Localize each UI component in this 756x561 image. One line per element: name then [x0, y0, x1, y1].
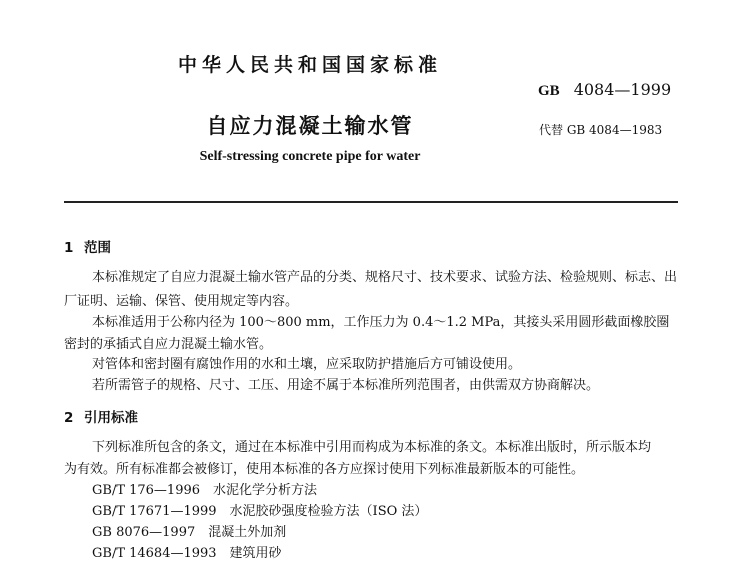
section-title: 引用标准 — [84, 410, 138, 426]
paragraph-line: 若所需管子的规格、尺寸、工压、用途不属于本标准所列范围者，由供需双方协商解决。 — [92, 378, 600, 393]
reference-item: GB 8076—1997 混凝土外加剂 — [92, 525, 287, 540]
document-title-cn: 自应力混凝土输水管 — [206, 114, 414, 138]
paragraph-line: 下列标准所包含的条文，通过在本标准中引用而构成为本标准的条文。本标准出版时，所示版本均 — [92, 440, 652, 455]
paragraph-line: 本标准适用于公称内径为 100～800 mm，工作压力为 0.4～1.2 MPa，其接头采用圆形截面橡胶圈 — [92, 315, 670, 330]
paragraph-line: 本标准规定了自应力混凝土输水管产品的分类、规格尺寸、技术要求、试验方法、检验规则、标志、出 — [92, 270, 678, 285]
paragraph-line: 密封的承插式自应力混凝土输水管。 — [64, 337, 273, 352]
reference-item: GB/T 14684—1993 建筑用砂 — [92, 546, 282, 561]
header-divider — [64, 201, 678, 203]
section-1-heading — [64, 236, 111, 256]
paragraph-line: 厂证明、运输、保管、使用规定等内容。 — [64, 294, 299, 309]
replaces-standard: 代替 GB 4084—1983 — [539, 123, 663, 137]
standard-code — [538, 80, 671, 100]
standard-code-number: 4084—1999 — [573, 80, 672, 99]
paragraph-line: 对管体和密封圈有腐蚀作用的水和土壤，应采取防护措施后方可铺设使用。 — [92, 357, 522, 372]
standard-code-prefix: GB — [538, 83, 560, 99]
document-title-en: Self-stressing concrete pipe for water — [199, 149, 421, 164]
section-2-heading — [64, 406, 138, 426]
section-title: 范围 — [84, 240, 111, 256]
reference-item: GB/T 17671—1999 水泥胶砂强度检验方法（ISO 法） — [92, 504, 428, 519]
section-number: 2 — [64, 410, 74, 426]
section-number: 1 — [64, 240, 74, 256]
reference-item: GB/T 176—1996 水泥化学分析方法 — [92, 483, 318, 498]
national-standard-heading: 中华人民共和国国家标准 — [177, 54, 442, 76]
paragraph-line: 为有效。所有标准都会被修订，使用本标准的各方应探讨使用下列标准最新版本的可能性。 — [64, 462, 585, 477]
